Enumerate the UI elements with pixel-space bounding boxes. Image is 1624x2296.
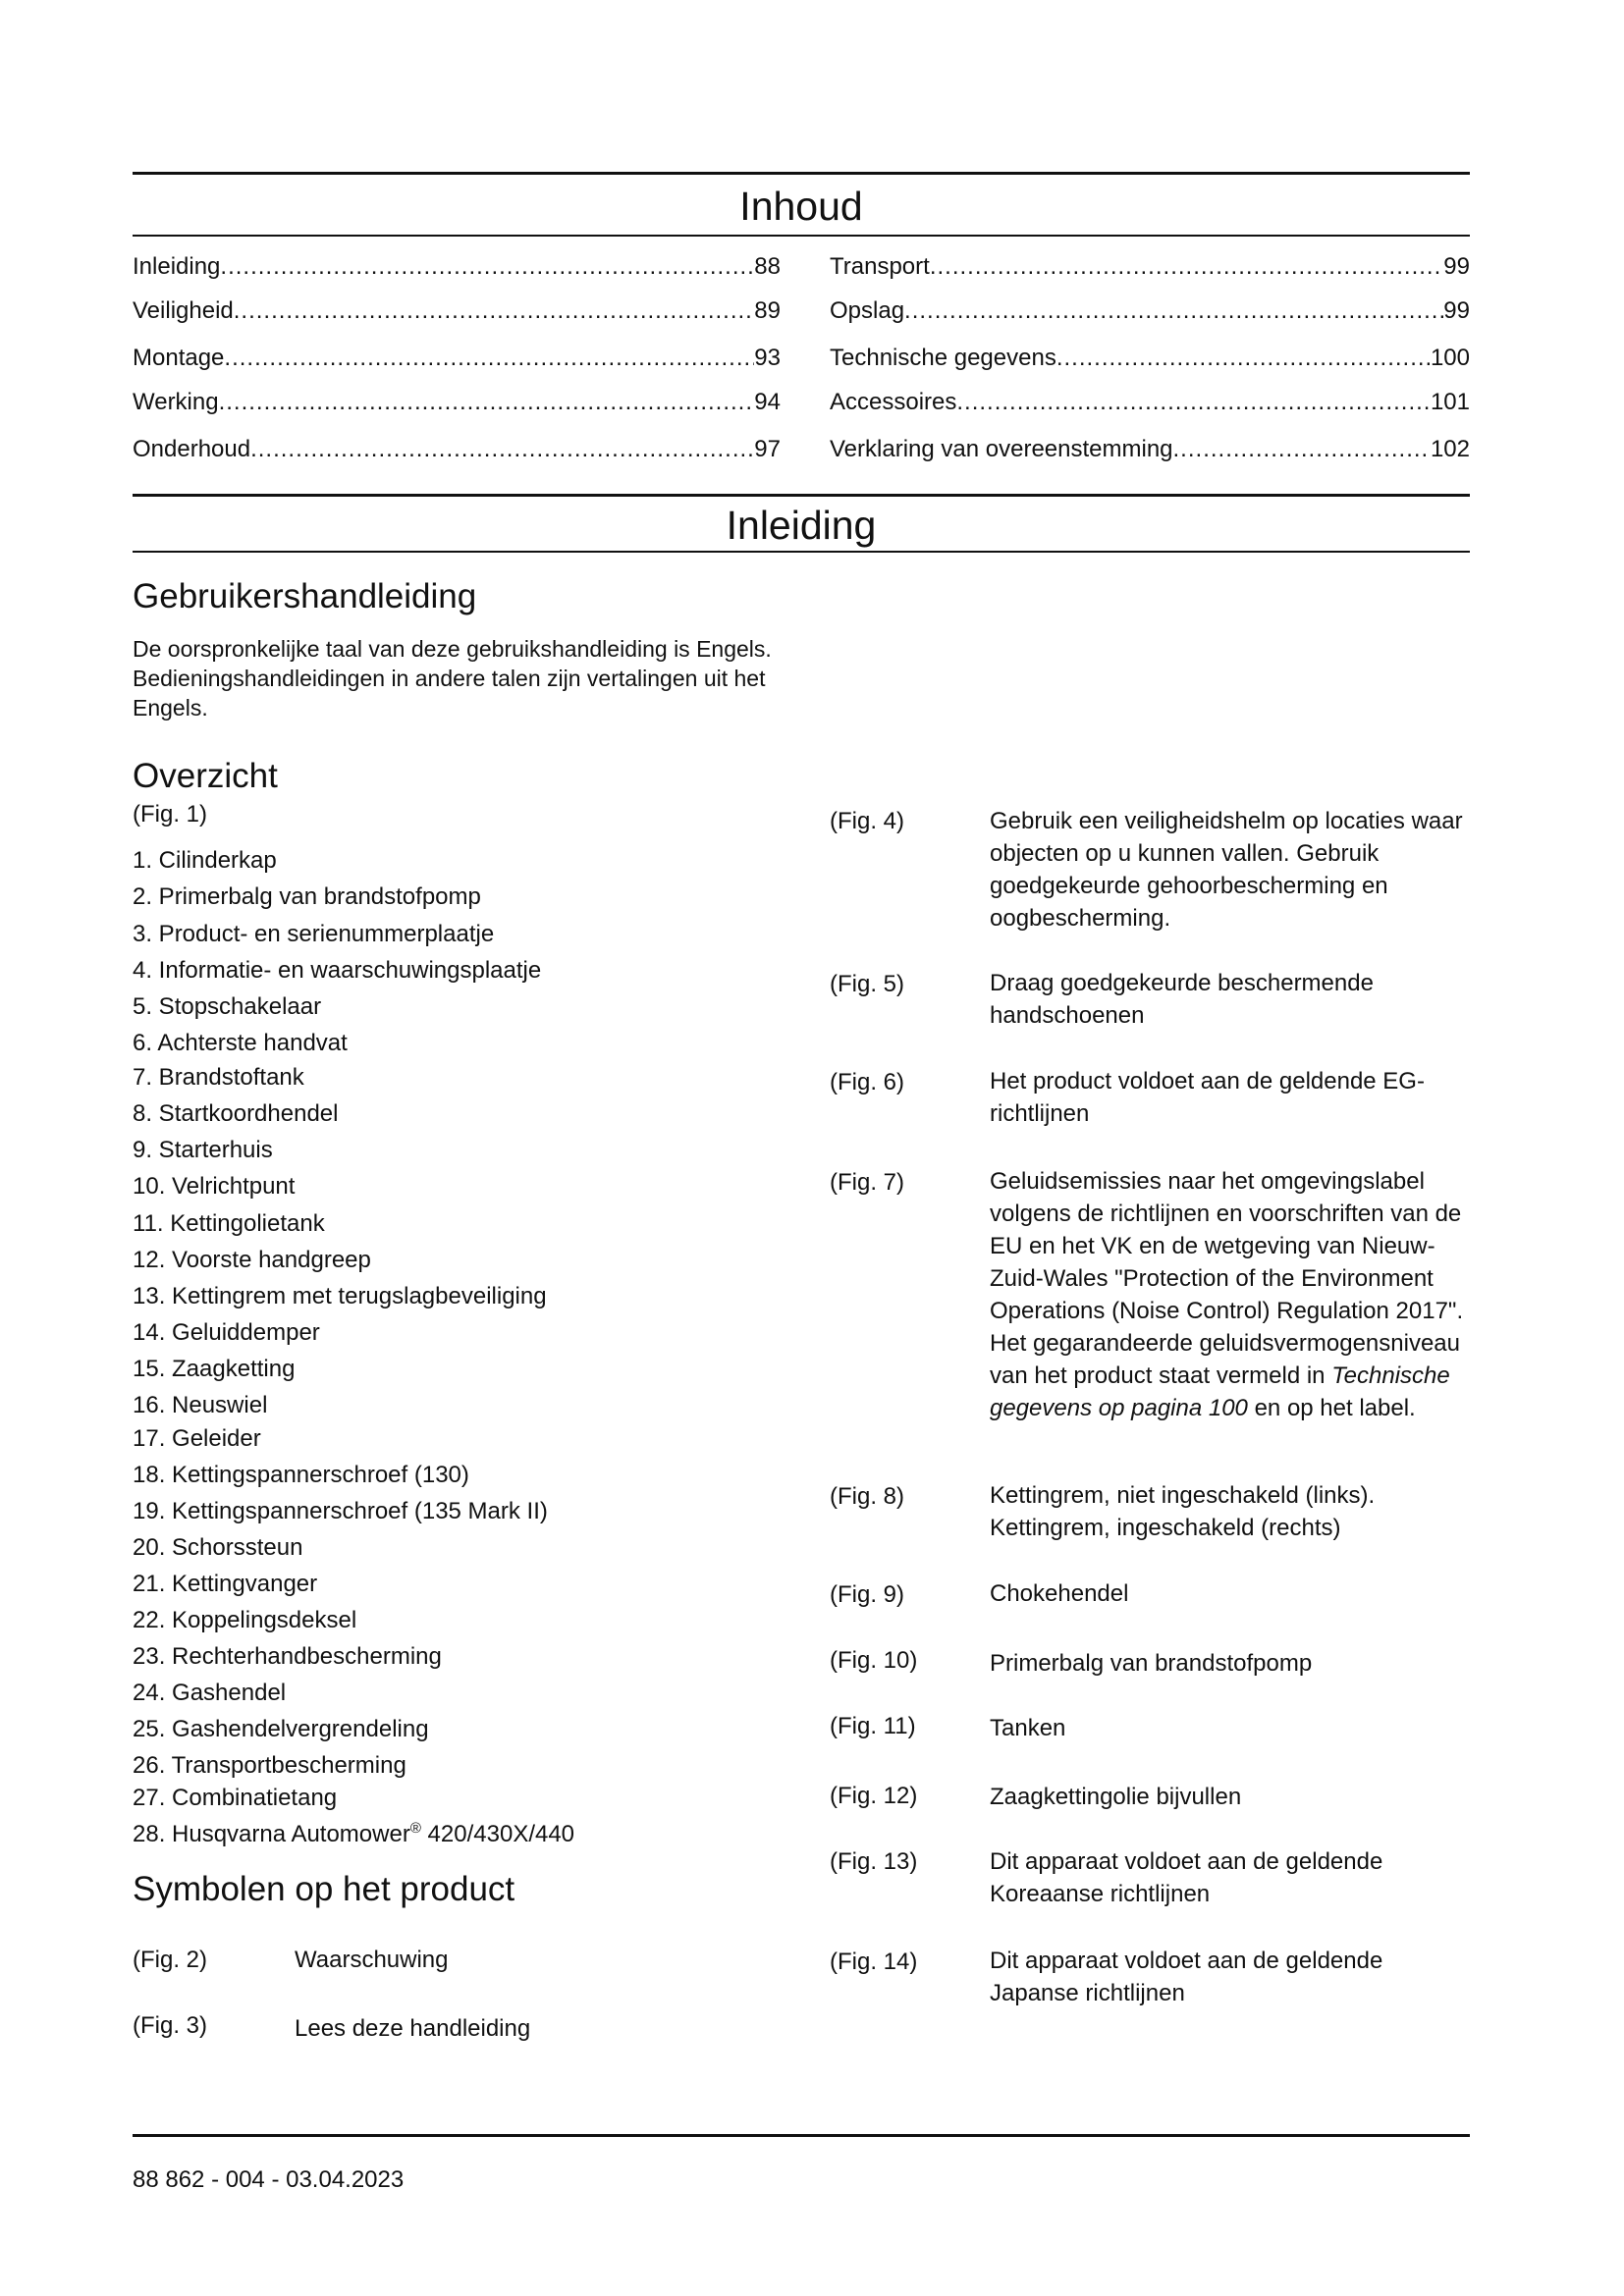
list-item: 19. Kettingspannerschroef (135 Mark II) bbox=[133, 1498, 548, 1524]
toc-entry-inleiding[interactable] bbox=[133, 252, 781, 282]
symbol-fig-ref: (Fig. 10) bbox=[830, 1647, 918, 1674]
list-item: 3. Product- en serienummerplaatje bbox=[133, 921, 495, 947]
list-item: 17. Geleider bbox=[133, 1425, 261, 1452]
symbol-fig-ref: (Fig. 7) bbox=[830, 1169, 905, 1196]
list-item: 18. Kettingspannerschroef (130) bbox=[133, 1462, 469, 1488]
toc-entry-page: 93 bbox=[754, 345, 781, 371]
toc-entry-page: 88 bbox=[754, 253, 781, 280]
item-28-models: 420/430X/440 bbox=[420, 1821, 575, 1847]
symbol-description: Draag goedgekeurde beschermende handschoenen bbox=[990, 970, 1374, 1029]
list-item: 6. Achterste handvat bbox=[133, 1030, 348, 1056]
list-item: 23. Rechterhandbescherming bbox=[133, 1643, 442, 1670]
symbol-description bbox=[990, 1165, 1473, 1424]
list-item: 22. Koppelingsdeksel bbox=[133, 1607, 357, 1633]
manual-text: De oorspronkelijke taal van deze gebruikshandleiding is Engels. Bedieningshandleidingen in andere talen zijn vertalingen uit het Engels. bbox=[133, 636, 772, 721]
symbol-fig-ref: (Fig. 5) bbox=[830, 971, 905, 997]
list-item bbox=[133, 1820, 574, 1849]
list-item: 26. Transportbescherming bbox=[133, 1752, 406, 1779]
symbol-fig-ref: (Fig. 2) bbox=[133, 1947, 208, 1973]
list-item: 11. Kettingolietank bbox=[133, 1210, 325, 1237]
symbol-fig-ref: (Fig. 3) bbox=[133, 2012, 208, 2039]
section-title-rule bbox=[133, 551, 1470, 553]
list-item: 5. Stopschakelaar bbox=[133, 993, 322, 1020]
toc-entry-opslag[interactable] bbox=[830, 296, 1470, 326]
toc-entry-page: 99 bbox=[1443, 297, 1470, 324]
list-item: 2. Primerbalg van brandstofpomp bbox=[133, 883, 481, 910]
symbol-fig-ref: (Fig. 4) bbox=[830, 808, 905, 834]
toc-entry-label: Veiligheid bbox=[133, 297, 234, 324]
list-item: 16. Neuswiel bbox=[133, 1392, 268, 1418]
symbol-description: Het product voldoet aan de geldende EG-richtlijnen bbox=[990, 1068, 1425, 1127]
symbol-fig-ref: (Fig. 8) bbox=[830, 1483, 905, 1510]
toc-entry-label: Montage bbox=[133, 345, 225, 371]
symbol-description: Tanken bbox=[990, 1715, 1066, 1741]
overview-heading: Overzicht bbox=[133, 757, 278, 795]
document-code: 88 862 - 004 - 03.04.2023 bbox=[133, 2166, 405, 2193]
section-title: Inleiding bbox=[726, 503, 877, 548]
symbols-heading: Symbolen op het product bbox=[133, 1870, 515, 1908]
toc-entry-page: 99 bbox=[1443, 253, 1470, 280]
symbol-description: Waarschuwing bbox=[295, 1947, 449, 1973]
toc-entry-label: Transport bbox=[830, 253, 930, 280]
list-item: 1. Cilinderkap bbox=[133, 847, 277, 874]
toc-entry-page: 102 bbox=[1430, 436, 1470, 462]
toc-entry-onderhoud[interactable] bbox=[133, 435, 781, 464]
symbol-description: Dit apparaat voldoet aan de geldende Koreaanse richtlijnen bbox=[990, 1848, 1383, 1907]
symbol-description: Zaagkettingolie bijvullen bbox=[990, 1784, 1242, 1810]
symbol-fig-ref: (Fig. 6) bbox=[830, 1069, 905, 1095]
toc-entry-verklaring[interactable] bbox=[830, 435, 1470, 464]
toc-entry-montage[interactable] bbox=[133, 344, 781, 373]
list-item: 15. Zaagketting bbox=[133, 1356, 296, 1382]
list-item: 12. Voorste handgreep bbox=[133, 1247, 371, 1273]
list-item: 7. Brandstoftank bbox=[133, 1064, 304, 1091]
list-item: 21. Kettingvanger bbox=[133, 1571, 318, 1597]
symbol-description-main: Geluidsemissies naar het omgevingslabel volgens de richtlijnen en voorschriften van de EU en het VK en de wetgeving van Nieuw-Zuid-Wales "Protection of the Environment Operations (Noise Control) Regulation 2017". Het gegarandeerde geluidsvermogensniveau van het product staat vermeld in bbox=[990, 1168, 1464, 1389]
symbol-fig-ref: (Fig. 13) bbox=[830, 1848, 918, 1875]
footer-rule bbox=[133, 2134, 1470, 2137]
symbol-description: Primerbalg van brandstofpomp bbox=[990, 1650, 1313, 1677]
symbol-description: Lees deze handleiding bbox=[295, 2015, 531, 2042]
toc-entry-transport[interactable] bbox=[830, 252, 1470, 282]
toc-title-rule bbox=[133, 235, 1470, 237]
symbol-fig-ref: (Fig. 11) bbox=[830, 1713, 916, 1739]
list-item: 9. Starterhuis bbox=[133, 1137, 273, 1163]
list-item: 14. Geluiddemper bbox=[133, 1319, 320, 1346]
toc-entry-label: Inleiding bbox=[133, 253, 221, 280]
toc-entry-veiligheid[interactable] bbox=[133, 296, 781, 326]
symbol-fig-ref: (Fig. 9) bbox=[830, 1581, 905, 1608]
list-item: 13. Kettingrem met terugslagbeveiliging bbox=[133, 1283, 547, 1309]
toc-entry-page: 94 bbox=[754, 389, 781, 415]
symbol-fig-ref: (Fig. 12) bbox=[830, 1783, 918, 1809]
list-item: 25. Gashendelvergrendeling bbox=[133, 1716, 429, 1742]
section-top-rule bbox=[133, 494, 1470, 497]
toc-top-rule bbox=[133, 172, 1470, 175]
toc-entry-page: 100 bbox=[1430, 345, 1470, 371]
overview-fig-ref: (Fig. 1) bbox=[133, 801, 208, 828]
item-28-text: 28. Husqvarna Automower bbox=[133, 1821, 410, 1847]
toc-entry-accessoires[interactable] bbox=[830, 388, 1470, 417]
toc-entry-label: Onderhoud bbox=[133, 436, 251, 462]
symbol-description: Kettingrem, niet ingeschakeld (links). Kettingrem, ingeschakeld (rechts) bbox=[990, 1482, 1376, 1541]
list-item: 20. Schorssteun bbox=[133, 1534, 303, 1561]
toc-entry-technische-gegevens[interactable] bbox=[830, 344, 1470, 373]
toc-entry-werking[interactable] bbox=[133, 388, 781, 417]
symbol-fig-ref: (Fig. 14) bbox=[830, 1949, 918, 1975]
list-item: 4. Informatie- en waarschuwingsplaatje bbox=[133, 957, 542, 984]
toc-entry-page: 101 bbox=[1430, 389, 1470, 415]
list-item: 8. Startkoordhendel bbox=[133, 1100, 339, 1127]
page-cross-reference[interactable]: Technische gegevens op pagina 100 bbox=[990, 1362, 1450, 1421]
toc-entry-label: Technische gegevens bbox=[830, 345, 1056, 371]
toc-entry-label: Verklaring van overeenstemming bbox=[830, 436, 1173, 462]
toc-entry-label: Opslag bbox=[830, 297, 905, 324]
toc-entry-label: Accessoires bbox=[830, 389, 957, 415]
symbol-description-end: en op het label. bbox=[1247, 1395, 1416, 1421]
symbol-description: Dit apparaat voldoet aan de geldende Japanse richtlijnen bbox=[990, 1948, 1383, 2006]
list-item: 24. Gashendel bbox=[133, 1680, 287, 1706]
symbol-description: Chokehendel bbox=[990, 1580, 1129, 1607]
toc-title: Inhoud bbox=[739, 184, 863, 229]
list-item: 10. Velrichtpunt bbox=[133, 1173, 296, 1200]
toc-entry-page: 97 bbox=[754, 436, 781, 462]
manual-heading: Gebruikershandleiding bbox=[133, 577, 477, 615]
registered-mark: ® bbox=[409, 1820, 421, 1837]
toc-entry-page: 89 bbox=[754, 297, 781, 324]
list-item: 27. Combinatietang bbox=[133, 1785, 338, 1811]
toc-entry-label: Werking bbox=[133, 389, 219, 415]
symbol-description: Gebruik een veiligheidshelm op locaties waar objecten op u kunnen vallen. Gebruik goedgekeurde gehoorbescherming en oogbescherming. bbox=[990, 808, 1463, 932]
